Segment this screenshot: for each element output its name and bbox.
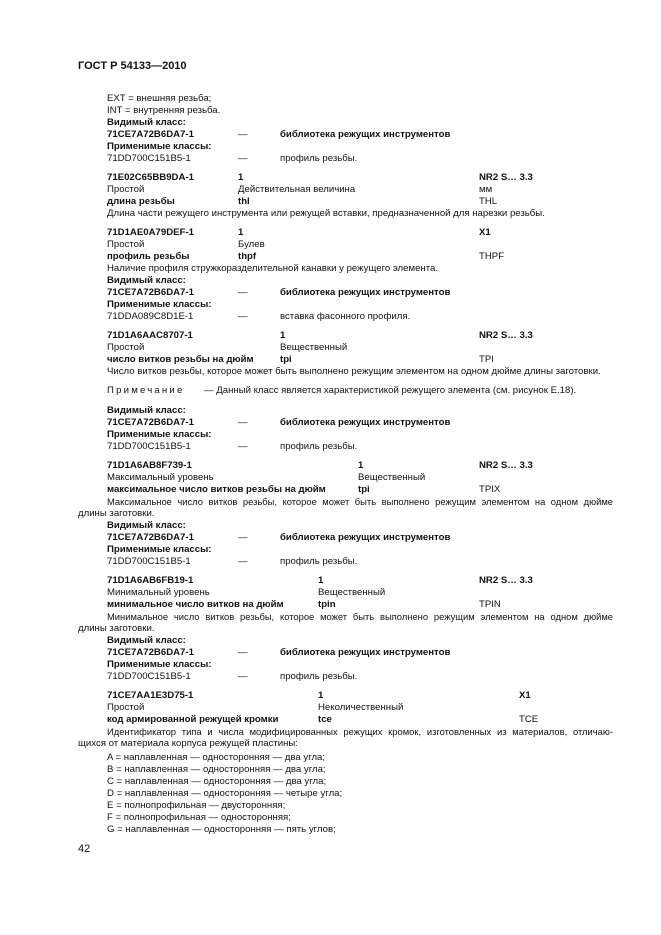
list-item: E = полнопрофильная — двусторонняя; — [107, 800, 286, 811]
class-name: библиотека режущих инструментов — [280, 647, 451, 658]
property-level: Простой — [107, 184, 145, 195]
property-level: Простой — [107, 239, 145, 250]
dash: — — [238, 153, 248, 164]
list-item: B = наплавленная — односторонняя — два угла; — [107, 764, 326, 775]
class-id: 71DD700C151B5-1 — [107, 556, 191, 567]
dash: — — [238, 556, 248, 567]
property-name: максимальное число витков резьбы на дюйм — [107, 484, 326, 495]
property-description: длины заготовки. — [78, 623, 155, 634]
dash: — — [238, 532, 248, 543]
standard-header: ГОСТ Р 54133—2010 — [78, 60, 187, 72]
class-name: профиль резьбы. — [280, 441, 358, 452]
property-type: Булев — [238, 239, 265, 250]
list-item: A = наплавленная — односторонняя — два угла; — [107, 752, 326, 763]
property-id: 71CE7AA1E3D75-1 — [107, 690, 194, 701]
class-id: 71CE7A72B6DA7-1 — [107, 129, 194, 140]
property-count: 1 — [238, 227, 244, 238]
property-id: 71D1AE0A79DEF-1 — [107, 227, 194, 238]
class-id: 71DDA089C8D1E-1 — [107, 311, 194, 322]
property-level: Простой — [107, 702, 145, 713]
property-description: длины заготовки. — [78, 508, 155, 519]
visible-class-label: Видимый класс: — [107, 635, 186, 646]
property-symbol: tce — [318, 714, 332, 725]
property-code: TPIN — [479, 599, 501, 610]
property-count: 1 — [238, 172, 244, 183]
list-item: G = наплавленная — односторонняя — пять углов; — [107, 824, 336, 835]
visible-class-label: Видимый класс: — [107, 520, 186, 531]
property-count: 1 — [358, 460, 364, 471]
applicable-classes-label: Применимые классы: — [107, 141, 212, 152]
property-id: 71D1A6AAC8707-1 — [107, 330, 193, 341]
applicable-classes-label: Применимые классы: — [107, 299, 212, 310]
page-number: 42 — [78, 843, 91, 855]
class-name: библиотека режущих инструментов — [280, 417, 451, 428]
property-type: Вещественный — [280, 342, 348, 353]
property-description: Максимальное число витков резьбы, которое может быть выполнено режущим элементом на одном дюйме — [107, 496, 613, 507]
intro-line: EXT = внешняя резьба; — [107, 93, 212, 104]
visible-class-label: Видимый класс: — [107, 117, 186, 128]
class-name: профиль резьбы. — [280, 556, 358, 567]
property-description: Число витков резьбы, которое может быть выполнено режущим элементом на одном дюйме длины заготовки. — [107, 366, 601, 377]
property-id: 71E02C65BB9DA-1 — [107, 172, 194, 183]
class-id: 71CE7A72B6DA7-1 — [107, 532, 194, 543]
class-name: вставка фасонного профиля. — [280, 311, 411, 322]
property-version: X1 — [479, 227, 491, 238]
note-label: Примечание — [107, 385, 185, 396]
property-version: NR2 S… 3.3 — [479, 460, 533, 471]
dash: — — [238, 287, 248, 298]
property-symbol: tpi — [280, 354, 292, 365]
property-description: Длина части режущего инструмента или режущей вставки, предназначенной для нарезки резьбы. — [107, 208, 545, 219]
property-code: THPF — [479, 251, 505, 262]
property-description: Наличие профиля стружкоразделительной канавки у режущего элемента. — [107, 263, 439, 274]
class-name: библиотека режущих инструментов — [280, 287, 451, 298]
property-type: Вещественный — [318, 587, 386, 598]
class-id: 71DD700C151B5-1 — [107, 441, 191, 452]
class-name: библиотека режущих инструментов — [280, 129, 451, 140]
class-name: профиль резьбы. — [280, 671, 358, 682]
class-id: 71DD700C151B5-1 — [107, 671, 191, 682]
property-name: код армированной режущей кромки — [107, 714, 279, 725]
property-type: Действительная величина — [238, 184, 356, 195]
intro-line: INT = внутренняя резьба. — [107, 105, 221, 116]
property-version: X1 — [519, 690, 531, 701]
property-version: NR2 S… 3.3 — [479, 575, 533, 586]
property-symbol: tpi — [358, 484, 370, 495]
class-name: профиль резьбы. — [280, 153, 358, 164]
property-version: NR2 S… 3.3 — [479, 330, 533, 341]
property-name: минимальное число витков на дюйм — [107, 599, 284, 610]
dash: — — [238, 647, 248, 658]
property-description: щихся от материала корпуса режущей пластины: — [78, 738, 298, 749]
applicable-classes-label: Применимые классы: — [107, 659, 212, 670]
property-code: TCE — [519, 714, 539, 725]
property-level: Минимальный уровень — [107, 587, 210, 598]
property-code: THL — [479, 196, 498, 207]
property-id: 71D1A6AB8F739-1 — [107, 460, 192, 471]
class-name: библиотека режущих инструментов — [280, 532, 451, 543]
applicable-classes-label: Применимые классы: — [107, 429, 212, 440]
property-type: Вещественный — [358, 472, 426, 483]
property-level: Простой — [107, 342, 145, 353]
property-name: число витков резьбы на дюйм — [107, 354, 254, 365]
applicable-classes-label: Применимые классы: — [107, 544, 212, 555]
dash: — — [238, 311, 248, 322]
class-id: 71CE7A72B6DA7-1 — [107, 417, 194, 428]
property-symbol: thpf — [238, 251, 257, 262]
property-unit: мм — [479, 184, 493, 195]
dash: — — [238, 129, 248, 140]
property-code: TPI — [479, 354, 494, 365]
property-count: 1 — [318, 575, 324, 586]
property-code: TPIX — [479, 484, 501, 495]
list-item: D = наплавленная — односторонняя — четыре угла; — [107, 788, 343, 799]
property-description: Идентификатор типа и числа модифицированных режущих кромок, изготовленных из материалов, отличаю- — [107, 726, 613, 737]
visible-class-label: Видимый класс: — [107, 275, 186, 286]
note-text: — Данный класс является характеристикой режущего элемента (см. рисунок Е.18). — [204, 385, 577, 396]
property-count: 1 — [280, 330, 286, 341]
property-type: Неколичественный — [318, 702, 404, 713]
property-count: 1 — [318, 690, 324, 701]
class-id: 71CE7A72B6DA7-1 — [107, 287, 194, 298]
property-name: профиль резьбы — [107, 251, 190, 262]
property-symbol: thl — [238, 196, 250, 207]
property-symbol: tpin — [318, 599, 336, 610]
dash: — — [238, 417, 248, 428]
class-id: 71DD700C151B5-1 — [107, 153, 191, 164]
dash: — — [238, 441, 248, 452]
visible-class-label: Видимый класс: — [107, 405, 186, 416]
property-name: длина резьбы — [107, 196, 175, 207]
list-item: F = полнопрофильная — односторонняя; — [107, 812, 291, 823]
dash: — — [238, 671, 248, 682]
property-id: 71D1A6AB6FB19-1 — [107, 575, 194, 586]
class-id: 71CE7A72B6DA7-1 — [107, 647, 194, 658]
list-item: C = наплавленная — односторонняя — два угла; — [107, 776, 327, 787]
property-description: Минимальное число витков резьбы, которое может быть выполнено режущим элементом на одном дюйме — [107, 611, 613, 622]
property-level: Максимальный уровень — [107, 472, 214, 483]
property-version: NR2 S… 3.3 — [479, 172, 533, 183]
